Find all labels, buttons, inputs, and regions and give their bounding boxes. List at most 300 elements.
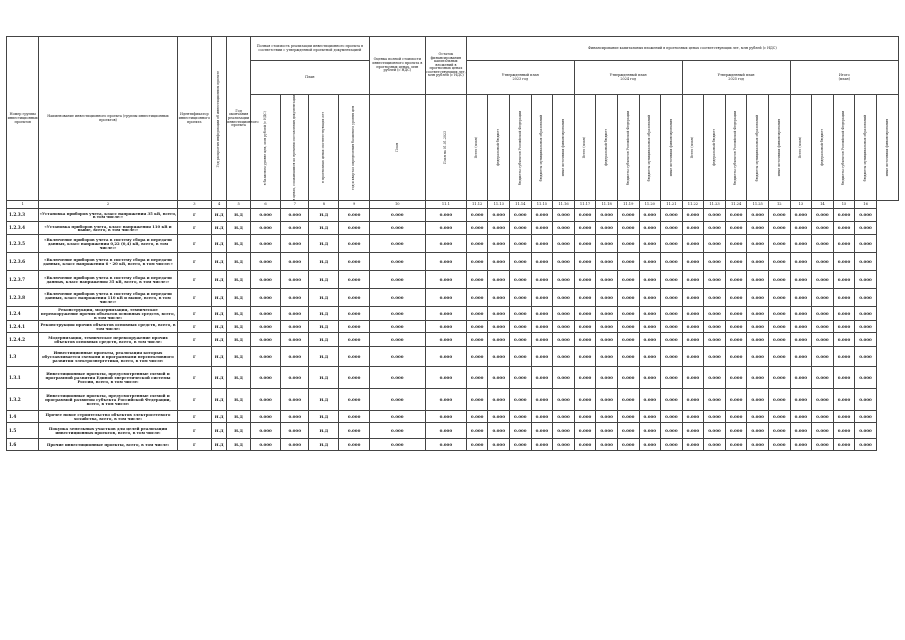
- header-finance: Финансирование капитальных вложений в прогнозных ценах соответствующих лет, млн рублей (с НДС): [466, 37, 898, 61]
- row-finance-value: 0.000: [682, 209, 704, 222]
- row-finance-value: 0.000: [466, 271, 488, 289]
- sub-finance-1-5: [553, 95, 575, 201]
- row-decision: Н.Д: [212, 321, 227, 333]
- row-finance-value: 0.000: [790, 253, 812, 271]
- row-finance-value: 0.000: [425, 222, 466, 235]
- row-finance-value: 0.000: [812, 253, 834, 271]
- row-finance-value: 0.000: [617, 235, 639, 253]
- sub-finance-2-5: [661, 95, 683, 201]
- row-finance-value: 0.000: [704, 389, 726, 411]
- row-finance-value: 0.000: [812, 389, 834, 411]
- year-1-sub: 2023 год: [512, 76, 529, 81]
- row-cost-quarter: Н.Д: [309, 209, 339, 222]
- row-finance-value: 0.000: [833, 389, 855, 411]
- table-row: [7, 367, 899, 389]
- row-estimate: 0.000: [339, 222, 369, 235]
- row-cost-quarter: Н.Д: [309, 253, 339, 271]
- sub-cost-4: [339, 95, 369, 201]
- row-finance-value: 0.000: [488, 333, 510, 347]
- row-finance-value: 0.000: [682, 235, 704, 253]
- row-finance-value: 0.000: [574, 271, 596, 289]
- row-finance-value: 0.000: [639, 209, 661, 222]
- sub-finance-text: иные источники финансирования: [668, 119, 673, 177]
- row-finance-value: 0.000: [661, 307, 683, 321]
- header-decision-text: Год раскрытия информации об инвестиционном проекте: [216, 70, 221, 167]
- row-remain: 0.000: [369, 321, 425, 333]
- row-estimate: 0.000: [339, 307, 369, 321]
- row-finance-value: 0.000: [833, 289, 855, 307]
- column-index: 11.12: [466, 201, 488, 209]
- row-finance-value: 0.000: [790, 333, 812, 347]
- row-name: «Установка приборов учета, класс напряжения 110 кВ и выше, всего, в том числе:»: [39, 222, 177, 235]
- sub-finance-text: федеральный бюджет: [603, 129, 608, 167]
- header-year: Год окончания реализации инвестиционного проекта: [227, 37, 251, 201]
- header-plan: План: [250, 61, 369, 95]
- sub-finance-3-4: [747, 95, 769, 201]
- row-finance-value: 0.000: [639, 289, 661, 307]
- column-index: 7: [281, 201, 309, 209]
- row-finance-value: 0.000: [553, 411, 575, 423]
- row-estimate: 0.000: [339, 411, 369, 423]
- row-finance-value: 0.000: [833, 411, 855, 423]
- column-index: 10: [369, 201, 425, 209]
- row-decision: Н.Д: [212, 389, 227, 411]
- column-index: 9: [339, 201, 369, 209]
- row-finance-value: 0.000: [661, 253, 683, 271]
- row-finance-value: 0.000: [574, 235, 596, 253]
- year-2-sub: 2024 год: [620, 76, 637, 81]
- sub-finance-text: иные источники финансирования: [884, 119, 889, 177]
- row-finance-value: 0.000: [466, 423, 488, 439]
- row-finance-value: 0.000: [747, 307, 769, 321]
- row-finance-value: 0.000: [812, 235, 834, 253]
- row-finance-value: 0.000: [833, 222, 855, 235]
- row-code: 1.3.1: [7, 367, 39, 389]
- row-finance-value: 0.000: [425, 333, 466, 347]
- row-decision: Н.Д: [212, 289, 227, 307]
- row-finance-value: 0.000: [553, 271, 575, 289]
- row-finance-value: 0.000: [488, 222, 510, 235]
- row-estimate: 0.000: [339, 389, 369, 411]
- row-decision: Н.Д: [212, 411, 227, 423]
- row-name: Инвестиционные проекты, реализация которых обуславливается схемами и программами перспективного развития электроэнергетики, всего, в том числе:: [39, 347, 177, 367]
- column-index: 11.19: [617, 201, 639, 209]
- row-finance-value: 0.000: [639, 307, 661, 321]
- row-finance-value: 0.000: [488, 289, 510, 307]
- row-finance-value: 0.000: [855, 411, 877, 423]
- row-finance-value: 0.000: [704, 439, 726, 451]
- row-cost-forecast: 0.000: [281, 289, 309, 307]
- row-finance-value: 0.000: [531, 423, 553, 439]
- row-finance-value: 0.000: [790, 271, 812, 289]
- sub-finance-2-2: [596, 95, 618, 201]
- row-finance-value: 0.000: [574, 423, 596, 439]
- sub-finance-4-2: [812, 95, 834, 201]
- row-finance-value: 0.000: [425, 367, 466, 389]
- row-finance-value: 0.000: [574, 307, 596, 321]
- row-finance-value: 0.000: [639, 389, 661, 411]
- row-remain: 0.000: [369, 439, 425, 451]
- header-decision: [212, 37, 227, 201]
- row-finance-value: 0.000: [596, 411, 618, 423]
- row-finance-value: 0.000: [510, 235, 532, 253]
- row-code: 1.2.3.5: [7, 235, 39, 253]
- row-finance-value: 0.000: [531, 253, 553, 271]
- header-estimate: Оценка полной стоимости инвестиционного проекта в прогнозных ценах, млн рублей (с НДС): [369, 37, 425, 95]
- row-estimate: 0.000: [339, 289, 369, 307]
- row-finance-value: 0.000: [790, 367, 812, 389]
- sub-cost-2: [281, 95, 309, 201]
- row-decision: Н.Д: [212, 347, 227, 367]
- row-finance-value: 0.000: [768, 209, 790, 222]
- row-code: 1.3.2: [7, 389, 39, 411]
- row-finance-value: 0.000: [725, 389, 747, 411]
- row-cost-base: 0.000: [250, 423, 280, 439]
- table-row: [7, 271, 899, 289]
- table-row: [7, 321, 899, 333]
- row-finance-value: 0.000: [682, 271, 704, 289]
- column-index: 12: [768, 201, 790, 209]
- column-index: 11.24: [725, 201, 747, 209]
- row-finance-value: 0.000: [553, 222, 575, 235]
- column-index: 11.13: [488, 201, 510, 209]
- row-year: Н.Д: [227, 209, 251, 222]
- row-finance-value: 0.000: [855, 253, 877, 271]
- row-finance-value: 0.000: [812, 321, 834, 333]
- row-finance-value: 0.000: [661, 347, 683, 367]
- row-cost-forecast: 0.000: [281, 333, 309, 347]
- column-index: 4: [212, 201, 227, 209]
- header-total: [790, 61, 898, 95]
- row-remain: 0.000: [369, 367, 425, 389]
- row-finance-value: 0.000: [704, 321, 726, 333]
- row-finance-value: 0.000: [725, 271, 747, 289]
- row-year: Н.Д: [227, 289, 251, 307]
- row-finance-value: 0.000: [488, 423, 510, 439]
- row-name: «Включение приборов учета в систему сбора и передачи данных, класс напряжения 35 кВ, всего, в том числе:»: [39, 271, 177, 289]
- table-row: [7, 235, 899, 253]
- row-finance-value: 0.000: [488, 271, 510, 289]
- row-finance-value: 0.000: [510, 389, 532, 411]
- sub-finance-3-3: [725, 95, 747, 201]
- header-name: Наименование инвестиционного проекта (группы инвестиционных проектов): [39, 37, 177, 201]
- row-finance-value: 0.000: [812, 271, 834, 289]
- sub-finance-text: Всего (план): [690, 137, 695, 159]
- row-estimate: 0.000: [339, 347, 369, 367]
- row-finance-value: 0.000: [531, 235, 553, 253]
- row-finance-value: 0.000: [661, 367, 683, 389]
- table-row: [7, 439, 899, 451]
- row-finance-value: 0.000: [704, 411, 726, 423]
- table-row: [7, 411, 899, 423]
- row-finance-value: 0.000: [661, 389, 683, 411]
- row-finance-value: 0.000: [488, 321, 510, 333]
- row-finance-value: 0.000: [466, 321, 488, 333]
- row-finance-value: 0.000: [510, 307, 532, 321]
- row-finance-value: 0.000: [833, 307, 855, 321]
- row-finance-value: 0.000: [661, 235, 683, 253]
- row-finance-value: 0.000: [617, 367, 639, 389]
- row-finance-value: 0.000: [661, 439, 683, 451]
- row-finance-value: 0.000: [617, 389, 639, 411]
- row-cost-base: 0.000: [250, 321, 280, 333]
- row-finance-value: 0.000: [768, 347, 790, 367]
- row-name: Прочее новое строительство объектов электросетевого хозяйства, всего, в том числе:: [39, 411, 177, 423]
- row-estimate: 0.000: [339, 271, 369, 289]
- row-group-flag: Г: [177, 222, 212, 235]
- row-finance-value: 0.000: [725, 289, 747, 307]
- row-finance-value: 0.000: [596, 389, 618, 411]
- column-index: 13: [790, 201, 812, 209]
- row-cost-forecast: 0.000: [281, 423, 309, 439]
- row-decision: Н.Д: [212, 367, 227, 389]
- row-name: Реконструкция прочих объектов основных средств, всего, в том числе:: [40, 322, 176, 331]
- row-code: 1.2.4.1: [7, 321, 39, 333]
- row-finance-value: 0.000: [833, 439, 855, 451]
- row-finance-value: 0.000: [833, 271, 855, 289]
- column-index: 11.17: [574, 201, 596, 209]
- row-finance-value: 0.000: [682, 222, 704, 235]
- row-finance-value: 0.000: [768, 423, 790, 439]
- row-finance-value: 0.000: [617, 439, 639, 451]
- row-finance-value: 0.000: [574, 347, 596, 367]
- row-decision: Н.Д: [212, 209, 227, 222]
- header-id: Идентификатор инвестиционного проекта: [177, 37, 212, 201]
- row-cost-base: 0.000: [250, 439, 280, 451]
- row-finance-value: 0.000: [704, 289, 726, 307]
- row-finance-value: 0.000: [531, 321, 553, 333]
- row-cost-forecast: 0.000: [281, 209, 309, 222]
- row-finance-value: 0.000: [531, 347, 553, 367]
- row-finance-value: 0.000: [704, 271, 726, 289]
- row-finance-value: 0.000: [855, 209, 877, 222]
- row-cost-base: 0.000: [250, 367, 280, 389]
- column-index: 11.15: [531, 201, 553, 209]
- table-row: [7, 423, 899, 439]
- row-finance-value: 0.000: [510, 222, 532, 235]
- row-finance-value: 0.000: [596, 439, 618, 451]
- row-finance-value: 0.000: [617, 411, 639, 423]
- table-row: [7, 347, 899, 367]
- table-row: [7, 253, 899, 271]
- row-finance-value: 0.000: [466, 307, 488, 321]
- row-code: 1.2.3.7: [7, 271, 39, 289]
- row-finance-value: 0.000: [768, 389, 790, 411]
- row-finance-value: 0.000: [639, 333, 661, 347]
- row-decision: Н.Д: [212, 307, 227, 321]
- row-finance-value: 0.000: [833, 367, 855, 389]
- row-finance-value: 0.000: [574, 321, 596, 333]
- row-finance-value: 0.000: [596, 423, 618, 439]
- row-finance-value: 0.000: [747, 389, 769, 411]
- row-finance-value: 0.000: [768, 307, 790, 321]
- row-year: Н.Д: [227, 423, 251, 439]
- row-code: 1.2.4: [7, 307, 39, 321]
- row-finance-value: 0.000: [596, 367, 618, 389]
- row-finance-value: 0.000: [574, 411, 596, 423]
- column-index: 2: [39, 201, 177, 209]
- row-finance-value: 0.000: [747, 222, 769, 235]
- row-finance-value: 0.000: [790, 235, 812, 253]
- row-finance-value: 0.000: [617, 271, 639, 289]
- sub-finance-text: бюджеты муниципальных образований: [862, 114, 867, 181]
- row-finance-value: 0.000: [596, 321, 618, 333]
- column-index: 11.1: [425, 201, 466, 209]
- row-group-flag: Г: [177, 321, 212, 333]
- sub-finance-text: федеральный бюджет: [711, 129, 716, 167]
- row-finance-value: 0.000: [855, 289, 877, 307]
- row-name: Модернизация, техническое перевооружение прочих объектов основных средств, всего, в том числе:: [39, 333, 177, 347]
- row-code: 1.2.3.6: [7, 253, 39, 271]
- row-cost-quarter: Н.Д: [309, 321, 339, 333]
- sub-plan: [369, 95, 425, 201]
- row-finance-value: 0.000: [531, 222, 553, 235]
- row-finance-value: 0.000: [704, 235, 726, 253]
- row-finance-value: 0.000: [510, 271, 532, 289]
- row-name: «Установка приборов учета, класс напряжения 35 кВ, всего, в том числе:»: [39, 209, 177, 222]
- row-finance-value: 0.000: [833, 253, 855, 271]
- row-finance-value: 0.000: [466, 333, 488, 347]
- sub-finance-text: бюджеты муниципальных образований: [755, 114, 759, 181]
- row-remain: 0.000: [369, 253, 425, 271]
- row-finance-value: 0.000: [553, 439, 575, 451]
- row-finance-value: 0.000: [747, 439, 769, 451]
- row-finance-value: 0.000: [768, 321, 790, 333]
- sub-plan-text: План: [394, 143, 399, 153]
- row-decision: Н.Д: [212, 271, 227, 289]
- row-name: «Включение приборов учета в систему сбора и передачи данных, класс напряжения 110 кВ и выше, всего, в том числе:»: [39, 289, 177, 307]
- sub-cost-1-text: в базисном уровне цен, млн рублей (с НДС): [262, 110, 267, 185]
- row-finance-value: 0.000: [553, 321, 575, 333]
- row-finance-value: 0.000: [510, 333, 532, 347]
- row-finance-value: 0.000: [466, 235, 488, 253]
- row-decision: Н.Д: [212, 235, 227, 253]
- row-cost-forecast: 0.000: [281, 222, 309, 235]
- row-finance-value: 0.000: [488, 347, 510, 367]
- row-finance-value: 0.000: [531, 439, 553, 451]
- row-finance-value: 0.000: [790, 389, 812, 411]
- row-cost-base: 0.000: [250, 235, 280, 253]
- row-group-flag: Г: [177, 271, 212, 289]
- row-cost-quarter: Н.Д: [309, 307, 339, 321]
- row-finance-value: 0.000: [639, 367, 661, 389]
- row-finance-value: 0.000: [639, 271, 661, 289]
- row-year: Н.Д: [227, 411, 251, 423]
- row-finance-value: 0.000: [855, 333, 877, 347]
- row-remain: 0.000: [369, 307, 425, 321]
- row-finance-value: 0.000: [553, 289, 575, 307]
- row-finance-value: 0.000: [574, 209, 596, 222]
- header-number: Номер группы инвестиционных проектов: [7, 37, 39, 201]
- row-finance-value: 0.000: [855, 367, 877, 389]
- row-year: Н.Д: [227, 367, 251, 389]
- sub-cost-4-text: год и квартал определения базисного уровня цен: [351, 105, 356, 190]
- row-finance-value: 0.000: [596, 253, 618, 271]
- row-cost-forecast: 0.000: [281, 389, 309, 411]
- row-finance-value: 0.000: [790, 411, 812, 423]
- sub-finance-text: иные источники финансирования: [560, 119, 565, 177]
- sub-finance-3-2: [704, 95, 726, 201]
- row-remain: 0.000: [369, 411, 425, 423]
- row-cost-quarter: Н.Д: [309, 389, 339, 411]
- row-cost-base: 0.000: [250, 333, 280, 347]
- row-finance-value: 0.000: [661, 333, 683, 347]
- row-finance-value: 0.000: [790, 209, 812, 222]
- row-cost-base: 0.000: [250, 389, 280, 411]
- row-finance-value: 0.000: [812, 209, 834, 222]
- row-name: Инвестиционные проекты, предусмотренные схемой и программой развития субъекта Российской Федерации, всего, в том числе:: [39, 389, 177, 411]
- row-finance-value: 0.000: [596, 307, 618, 321]
- row-finance-value: 0.000: [425, 347, 466, 367]
- row-finance-value: 0.000: [725, 333, 747, 347]
- sub-finance-3-1: [682, 95, 704, 201]
- sub-finance-text: Всего (план): [474, 137, 479, 159]
- row-finance-value: 0.000: [725, 423, 747, 439]
- investment-program-table: [6, 36, 899, 447]
- row-finance-value: 0.000: [466, 439, 488, 451]
- row-cost-base: 0.000: [250, 271, 280, 289]
- sub-finance-text: федеральный бюджет: [496, 129, 501, 167]
- year-3-sub: 2025 год: [728, 76, 744, 81]
- row-finance-value: 0.000: [768, 253, 790, 271]
- row-group-flag: Г: [177, 347, 212, 367]
- row-finance-value: 0.000: [510, 289, 532, 307]
- row-estimate: 0.000: [339, 253, 369, 271]
- column-index: 1: [7, 201, 39, 209]
- row-cost-base: 0.000: [250, 307, 280, 321]
- row-finance-value: 0.000: [704, 307, 726, 321]
- row-finance-value: 0.000: [574, 333, 596, 347]
- sub-finance-text: бюджеты субъектов Российской Федерации: [733, 110, 738, 185]
- sub-finance-text: федеральный бюджет: [819, 129, 824, 167]
- row-finance-value: 0.000: [855, 271, 877, 289]
- row-finance-value: 0.000: [704, 367, 726, 389]
- row-finance-value: 0.000: [425, 209, 466, 222]
- column-index: 11.16: [553, 201, 575, 209]
- row-finance-value: 0.000: [855, 321, 877, 333]
- row-estimate: 0.000: [339, 209, 369, 222]
- row-finance-value: 0.000: [833, 333, 855, 347]
- row-finance-value: 0.000: [596, 333, 618, 347]
- row-name: Прочие инвестиционные проекты, всего, в том числе:: [39, 439, 177, 451]
- year-3-title: Утвержденный план: [717, 72, 755, 77]
- row-finance-value: 0.000: [725, 235, 747, 253]
- row-finance-value: 0.000: [812, 222, 834, 235]
- row-finance-value: 0.000: [682, 321, 704, 333]
- row-cost-quarter: Н.Д: [309, 222, 339, 235]
- row-finance-value: 0.000: [725, 307, 747, 321]
- column-index: 11.14: [510, 201, 532, 209]
- row-finance-value: 0.000: [704, 423, 726, 439]
- row-finance-value: 0.000: [466, 209, 488, 222]
- header-remain: Остаток финансирования капитальных вложений в прогнозных ценах соответствующих лет, млн рублей (с НДС): [425, 37, 466, 95]
- row-finance-value: 0.000: [704, 209, 726, 222]
- row-finance-value: 0.000: [661, 271, 683, 289]
- row-finance-value: 0.000: [682, 307, 704, 321]
- row-finance-value: 0.000: [488, 253, 510, 271]
- row-finance-value: 0.000: [812, 333, 834, 347]
- row-finance-value: 0.000: [596, 289, 618, 307]
- row-estimate: 0.000: [339, 235, 369, 253]
- sub-finance-text: бюджеты муниципальных образований: [647, 114, 652, 181]
- row-finance-value: 0.000: [855, 389, 877, 411]
- row-estimate: 0.000: [339, 423, 369, 439]
- row-finance-value: 0.000: [425, 389, 466, 411]
- row-cost-base: 0.000: [250, 411, 280, 423]
- row-finance-value: 0.000: [617, 307, 639, 321]
- row-finance-value: 0.000: [553, 253, 575, 271]
- sub-finance-1-2: [488, 95, 510, 201]
